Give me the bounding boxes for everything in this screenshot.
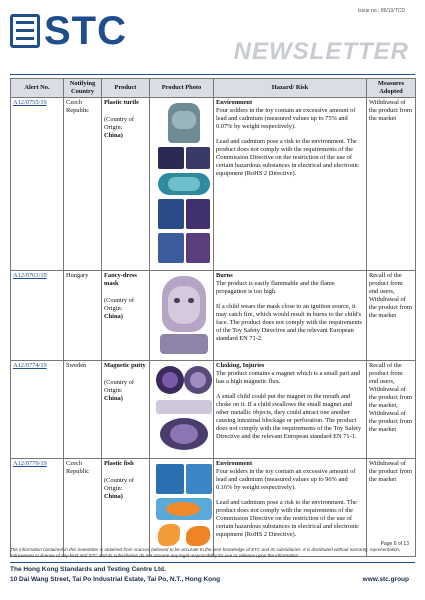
alert-number-link[interactable]: A12/0763/19 — [11, 271, 64, 361]
origin-label: (Country of Origin: — [104, 116, 134, 131]
origin-country: China) — [104, 395, 123, 402]
country-of-origin — [104, 297, 147, 321]
origin-country: China) — [104, 132, 123, 139]
hazard-paragraph: Lead and cadmium pose a risk to the environment. The product does not comply with the requirements of the Commission Directive on the restriction of the use of certain hazardous substances in electrical and electronic equipment (RoHS 2 Directive). — [216, 499, 360, 538]
hazard-paragraph: Lead and cadmium pose a risk to the environment. The product does not comply with the requirements of the Commission Directive on the restriction of the use of certain hazardous substances in electrical and electronic equipment (RoHS 2 Directive). — [216, 138, 360, 177]
hazard-title: Environment — [216, 99, 253, 106]
origin-label: (Country of Origin: — [104, 477, 134, 492]
page-number: Page 6 of 13 — [380, 541, 409, 547]
product-photo-fish — [152, 460, 211, 552]
issue-number: Issue no.: 86/19/TCD — [357, 8, 405, 14]
origin-label: (Country of Origin: — [104, 297, 134, 312]
product-cell — [102, 271, 150, 361]
column-header: Notifying Country — [64, 79, 102, 98]
country-of-origin — [104, 477, 147, 501]
measures-adopted: Withdrawal of the product from the market — [367, 459, 416, 557]
country-of-origin — [104, 116, 147, 140]
notifying-country: Czech Republic — [64, 459, 102, 557]
newsletter-title: NEWSLETTER — [233, 38, 409, 65]
column-header: Alert No. — [11, 79, 64, 98]
country-of-origin — [104, 379, 147, 403]
product-photo-cell — [150, 271, 214, 361]
hazard-cell — [214, 271, 367, 361]
alert-number-link[interactable]: A12/0774/19 — [11, 361, 64, 459]
table-row — [11, 459, 416, 557]
website-link[interactable]: www.stc.group — [362, 576, 409, 583]
product-cell — [102, 361, 150, 459]
origin-country: China) — [104, 313, 123, 320]
measures-adopted: Recall of the product from end users, Withdrawal of the product from the market, Withdrawal of the product from the market — [367, 361, 416, 459]
hazard-paragraph: A small child could put the magnet in the mouth and choke on it. If a child swallows the small magnet and other metallic objects, they could attract one another causing intestinal blockage or perforation. The product does not comply with the requirements of the Toy Safety Directive and the relevant European standard EN 71-1. — [216, 393, 362, 440]
alert-number-link[interactable]: A12/0779/19 — [11, 459, 64, 557]
hazard-cell — [214, 361, 367, 459]
company-address: 10 Dai Wang Street, Tai Po Industrial Estate, Tai Po, N.T., Hong Kong — [10, 576, 221, 583]
page-header — [0, 0, 425, 72]
product-photo-putty — [152, 362, 211, 454]
product-photo-cell — [150, 459, 214, 557]
product-name: Plastic fish — [104, 460, 134, 467]
origin-label: (Country of Origin: — [104, 379, 134, 394]
product-name: Plastic turtle — [104, 99, 139, 106]
hazard-paragraph: The product contains a magnet which is a small part and has a high magnetic flux. — [216, 370, 361, 385]
product-photo-turtle — [152, 99, 211, 267]
disclaimer: The information contained in this newsletter is obtained from sources believed to be accurate to the best knowledge of STC and its subsidiaries. It is distributed without warranty, representation, inducement or license of any kind and STC and its subsidiaries do not assume any legal responsibility for use or reliance upon the information. — [10, 547, 401, 558]
table-row — [11, 361, 416, 459]
hazard-cell — [214, 98, 367, 271]
stc-logo — [10, 9, 127, 53]
hazard-paragraph: Four solders in the toy contain an excessive amount of lead and cadmium (measured values up to 96% and 0.16% by weight respectively). — [216, 468, 356, 491]
notifying-country: Sweden — [64, 361, 102, 459]
column-header: Measures Adopted — [367, 79, 416, 98]
alert-number-link[interactable]: A12/0755/19 — [11, 98, 64, 271]
measures-adopted: Withdrawal of the product from the market — [367, 98, 416, 271]
product-cell — [102, 459, 150, 557]
hazard-paragraph: The product is easily flammable and the flame propagation is too high. — [216, 280, 335, 295]
hazard-cell — [214, 459, 367, 557]
origin-country: China) — [104, 493, 123, 500]
company-name: The Hong Kong Standards and Testing Centre Ltd. — [10, 566, 166, 573]
product-photo-cell — [150, 361, 214, 459]
table-header-row — [11, 79, 416, 98]
logo-text: STC — [44, 9, 127, 53]
table-row — [11, 271, 416, 361]
column-header: Hazard/ Risk — [214, 79, 367, 98]
product-name: Magnetic putty — [104, 362, 146, 369]
product-photo-mask — [152, 272, 211, 356]
column-header: Product — [102, 79, 150, 98]
hazard-title: Burns — [216, 272, 233, 279]
header-divider — [10, 74, 415, 75]
hazard-title: Environment — [216, 460, 253, 467]
measures-adopted: Recall of the product from end users, Withdrawal of the product from the market — [367, 271, 416, 361]
notifying-country: Czech Republic — [64, 98, 102, 271]
column-header: Product Photo — [150, 79, 214, 98]
notifying-country: Hungary — [64, 271, 102, 361]
hazard-title: Choking, Injuries — [216, 362, 265, 369]
stc-logo-mark-icon — [10, 14, 40, 48]
hazard-paragraph: Four solders in the toy contain an excessive amount of lead and cadmium (measured values up to 75% and 0.07% by weight respectively). — [216, 107, 356, 130]
product-photo-cell — [150, 98, 214, 271]
hazard-paragraph: If a child wears the mask close to an ignition source, it may catch fire, which would result in burns to the child's face. The product does not comply with the requirements of the Toy Safety Directive and the relevant European standard EN 71-2. — [216, 303, 362, 342]
alerts-table — [10, 78, 416, 557]
table-row — [11, 98, 416, 271]
product-cell — [102, 98, 150, 271]
footer-divider — [10, 562, 415, 563]
product-name: Fancy-dress mask — [104, 272, 137, 287]
